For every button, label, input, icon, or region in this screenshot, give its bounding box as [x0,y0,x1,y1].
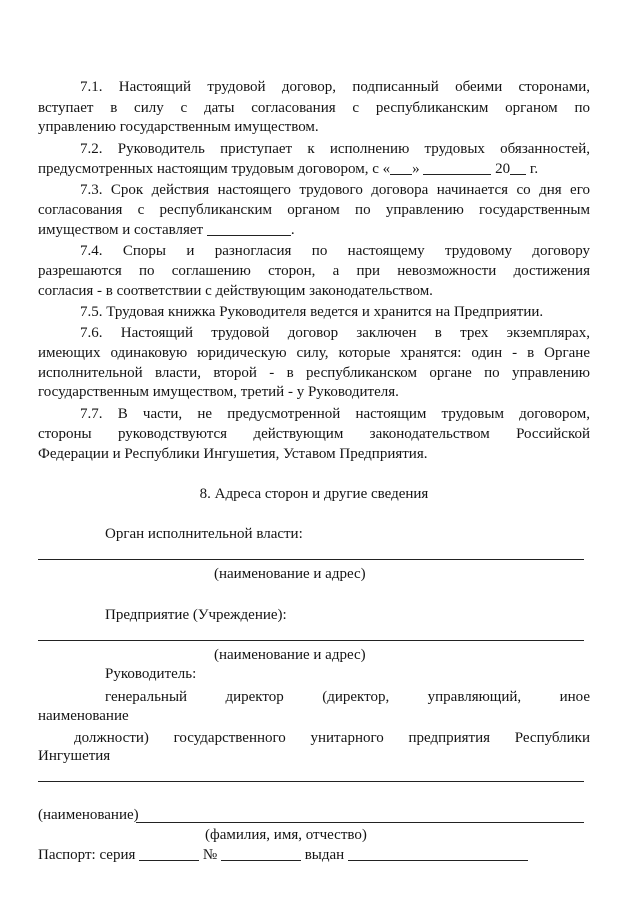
clause-7-4-line-1: 7.4. Споры и разногласия по настоящему трудовому договору [80,243,590,259]
clause-7-2-line-2 [38,159,590,179]
start-month-field[interactable] [423,160,491,175]
passport-issued-field[interactable] [348,846,528,861]
position-line-1: генеральный директор (директор, управляющий, иное [105,689,590,705]
clause-7-1-line-2: вступает в силу с даты согласования с республиканским органом по [38,100,590,116]
passport-series-label: Паспорт: серия [38,847,136,863]
position-line-4: Ингушетия [38,748,111,764]
clause-7-3-text: имуществом и составляет [38,222,204,238]
clause-7-1-line-3: управлению государственным имуществом. [38,119,319,135]
clause-7-6-line-2: имеющих одинаковую юридическую силу, которые хранятся: один - в Органе [38,345,590,361]
clause-7-3-line-3 [38,220,590,240]
start-day-field[interactable] [390,160,412,175]
passport-number-field[interactable] [221,846,301,861]
clause-7-6-line-1: 7.6. Настоящий трудовой договор заключен в трех экземплярах, [80,325,590,341]
authority-name-line[interactable] [38,559,584,560]
clause-7-2-line-1: 7.2. Руководитель приступает к исполнению трудовых обязанностей, [80,141,590,157]
passport-issued-label: выдан [304,847,345,863]
clause-7-5-line-1: 7.5. Трудовая книжка Руководителя ведется и хранится на Предприятии. [80,304,544,320]
clause-7-7-line-3: Федерации и Республики Ингушетия, Уставом Предприятия. [38,446,428,462]
position-line-3: должности) государственного унитарного предприятия Республики [74,730,590,746]
enterprise-label: Предприятие (Учреждение): [105,607,287,623]
fio-caption: (фамилия, имя, отчество) [205,827,367,843]
year-suffix: г. [529,161,539,177]
clause-7-1-line-1: 7.1. Настоящий трудовой договор, подписанный обеими сторонами, [80,79,590,95]
clause-7-2-text: предусмотренных настоящим трудовым договором, с « [38,161,391,177]
position-name-line[interactable] [38,781,584,782]
clause-7-4-line-2: разрешаются по соглашению сторон, а при невозможности достижения [38,263,590,279]
contract-term-field[interactable] [207,221,291,236]
clause-7-3-line-1: 7.3. Срок действия настоящего трудового договора начинается со дня его [80,182,590,198]
year-prefix: 20 [495,161,511,177]
clause-7-7-line-2: стороны руководствуются действующим законодательством Российской [38,426,590,442]
clause-7-4-line-3: согласия - в соответствии с действующим законодательством. [38,283,433,299]
section-8-heading: 8. Адреса сторон и другие сведения [199,486,429,502]
clause-7-3-period: . [290,222,295,238]
position-line-2: наименование [38,708,129,724]
clause-7-7-line-1: 7.7. В части, не предусмотренной настоящим трудовым договором, [80,406,590,422]
clause-7-6-line-4: государственным имуществом, третий - у Руководителя. [38,384,399,400]
authority-label: Орган исполнительной власти: [105,526,303,542]
passport-number-label: № [202,847,218,863]
naming-label: (наименование) [38,807,139,823]
clause-7-3-line-2: согласования с республиканским органом по управлению государственным [38,202,590,218]
authority-caption: (наименование и адрес) [214,566,366,582]
enterprise-name-line[interactable] [38,640,584,641]
passport-series-field[interactable] [139,846,199,861]
clause-7-6-line-3: исполнительной власти, второй - в республиканском органе по управлению [38,365,590,381]
start-year-field[interactable] [510,160,526,175]
head-name-line[interactable] [136,822,584,823]
head-label: Руководитель: [105,666,197,682]
quote-close: » [412,161,420,177]
enterprise-caption: (наименование и адрес) [214,647,366,663]
passport-line [38,845,590,865]
